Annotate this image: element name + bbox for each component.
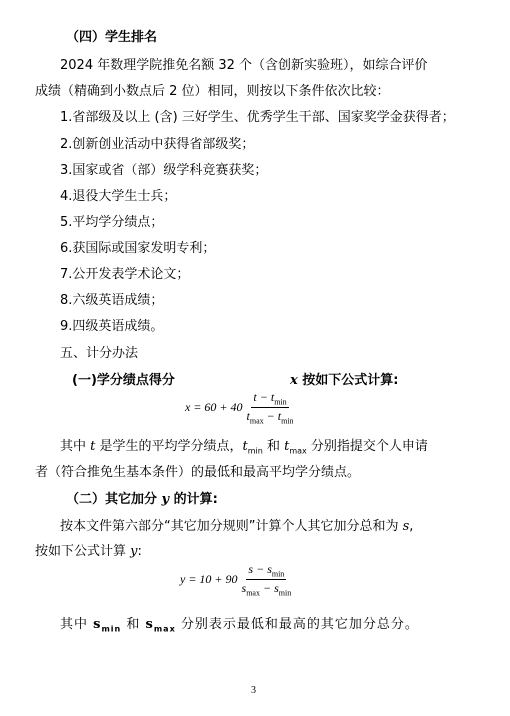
section-five-heading: 五、计分办法 [60,346,139,361]
condition-item-5: 5.平均学分绩点； [60,215,164,230]
rule-line-1-s: s [402,519,410,534]
section-four-heading: （四）学生排名 [66,30,158,45]
subsection-2-heading-b: 的计算: [169,492,218,507]
formula-x-den-b-sub: min [281,416,294,426]
formula-y [180,562,293,598]
condition-item-6: 6.获国际或国家发明专利； [60,241,216,256]
subsection-1-heading: (一)学分绩点得分 [72,373,175,388]
condition-item-7: 7.公开发表学术论文； [60,267,190,282]
rule-line-2 [35,543,142,561]
formula-y-lhs: y = 10 + 90 [180,572,238,587]
rule-line-2-a: 按如下公式计算 [35,544,131,559]
condition-item-9: 9.四级英语成绩。 [60,319,164,334]
explain-2-b: 和 [121,617,146,632]
explain-2-smax: s [145,617,154,632]
condition-item-3: 3.国家或省（部）级学科竞赛获奖； [60,163,268,178]
formula-x-lhs: x = 60 + 40 [185,400,243,415]
explain-1-tmin: t [242,439,248,454]
formula-x-numerator [251,390,288,408]
explain-2-c: 分别表示最低和最高的其它加分总分。 [175,617,419,632]
subsection-1-heading-tail [290,372,399,390]
intro-line-2: 成绩（精确到小数点后 2 位）相同，则按以下条件依次比较： [35,84,390,99]
explain-1-tmax: t [284,439,290,454]
explain-1-d: 分别指提交个人申请 [306,439,428,454]
formula-y-den-b: − s [259,581,279,596]
explain-1-line-2: 者（符合推免生基本条件）的最低和最高平均学分绩点。 [35,465,361,480]
explain-1-a: 其中 [60,439,91,454]
explain-2-smax-sub: max [153,624,176,634]
var-y: y [161,492,170,507]
explain-1-tmax-sub: max [289,446,307,456]
condition-item-2: 2.创新创业活动中获得省部级奖； [60,137,255,152]
formula-y-numerator [246,562,286,580]
explain-1-t: t [90,439,96,454]
formula-y-fraction [240,562,294,598]
intro-line-1: 2024 年数理学院推免名额 32 个（含创新实验班），如综合评价 [60,58,428,73]
rule-line-2-b: : [137,544,142,559]
rule-line-1 [60,518,413,536]
formula-x-den-a-sub: max [249,416,264,426]
formula-y-den-b-sub: min [278,588,292,598]
condition-item-1: 1.省部级及以上 (含) 三好学生、优秀学生干部、国家奖学金获得者； [60,110,455,125]
explain-2-a: 其中 [60,617,94,632]
subsection-2-heading-a: （二）其它加分 [66,492,162,507]
formula-x-fraction [245,390,296,426]
explain-1-b: 是学生的平均学分绩点， [95,439,243,454]
rule-line-2-y: y [130,544,138,559]
formula-y-num-text: s − s [248,562,272,576]
explain-1-c: 和 [262,439,285,454]
explain-2-smin-sub: min [101,624,122,634]
explain-1-line-1 [60,438,428,461]
formula-x-num-sub: min [274,397,287,407]
subsection-2-heading [66,491,218,509]
explain-1-tmin-sub: min [247,446,263,456]
rule-line-1-a: 按本文件第六部分“其它加分规则”计算个人其它加分总和为 [60,519,403,534]
var-x: x [290,373,298,388]
formula-x [185,390,296,426]
formula-y-den-a-sub: max [246,588,260,598]
formula-x-den-a: t [246,409,250,424]
formula-x-denominator [245,408,296,425]
explain-2-smin: s [93,617,102,632]
rule-line-1-b: , [409,519,414,534]
page-number: 3 [251,685,256,696]
condition-item-4: 4.退役大学生士兵； [60,189,177,204]
subsection-1-tail-text: 按如下公式计算: [297,373,399,388]
formula-y-num-sub: min [271,569,285,579]
formula-y-den-a: s [241,581,247,596]
formula-y-denominator [240,580,294,597]
condition-item-8: 8.六级英语成绩； [60,293,164,308]
formula-x-num-text: t − t [253,390,275,404]
explain-2-line [60,616,419,639]
formula-x-den-b: − t [263,409,282,424]
